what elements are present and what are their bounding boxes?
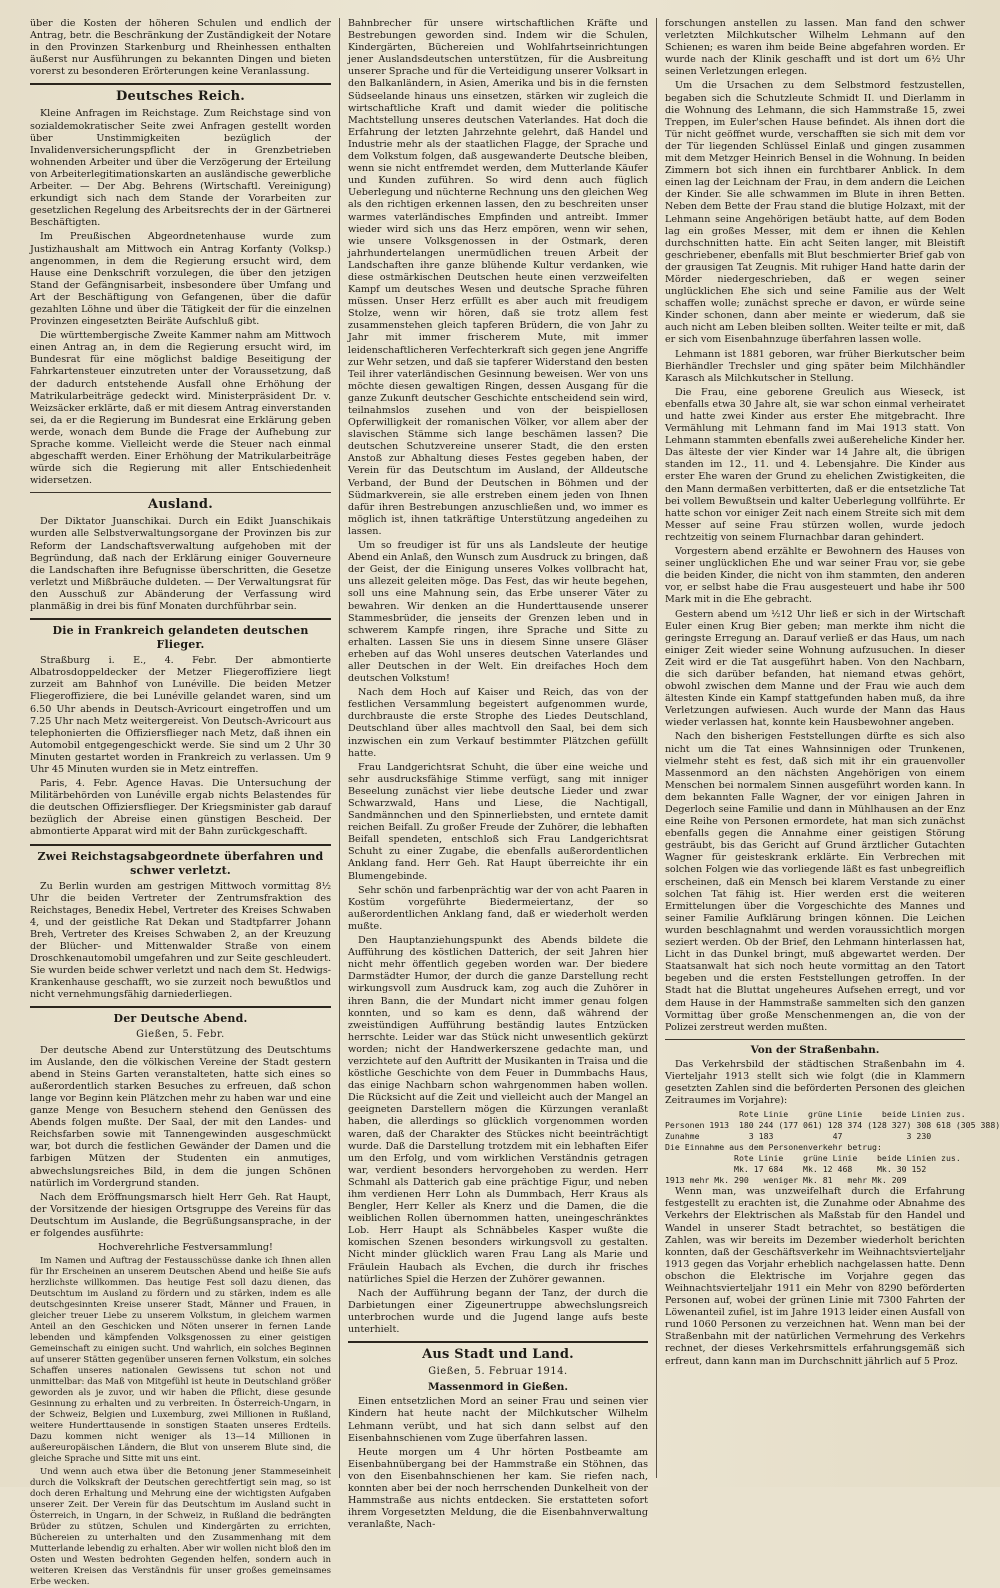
paragraph: Die Frau, eine geborene Greulich aus Wieseck, ist ebenfalls etwa 30 Jahre alt, sie war schon einmal verheiratet und hatte zwei Kinder aus erster Ehe mitgebracht. Ihre Vermählung mit Lehmann fand im Mai 1913 statt. Von Lehmann stammten ebenfalls zwei außereheliche Kinder her. Das älteste der vier Kinder war 14 Jahre alt, die übrigen standen im 12., 11. und 4. Lebensjahre. Die Kinder aus erster Ehe waren der Grund zu ehelichen Zwistigkeiten, die den Mann dermaßen verbitterten, daß er die entsetzliche Tat bei vollem Bewußtsein und kalter Ueberlegung vollführte. Er hatte schon vor einiger Zeit nach einem Streite sich mit dem Messer auf seine Frau stürzen wollen, wurde jedoch rechtzeitig von seinem Flurnachbar daran gehindert. xyxy=(665,386,965,543)
paragraph: Nach den bisherigen Feststellungen dürfte es sich also nicht um die Tat eines Wahnsinnigen oder Trunkenen, vielmehr steht es fest, daß sich mit ihr ein grauenvoller Massenmord an den nächsten Angehörigen von einem Menschen bei normalem Sinnen ausgeführt worden kann. In dem bekannten Falle Wagner, der vor einigen Jahren in Degerloch seine Familie und dann in Mühlhausen an der Enz eine Reihe von Personen ermordete, hat man sich zunächst ebenfalls gegen die Annahme einer geistigen Störung gesträubt, bis das Gericht auf Grund ärztlicher Gutachten Wagner für geisteskrank erklärte. Ein Verbrechen mit solchen Folgen wie das vorliegende läßt es fast unbegreiflich erscheinen, daß ein Mensch bei klarem Verstande zu einer solchen Tat fähig ist. Hier werden erst die weiteren Ermittelungen über die Vorgeschichte des Mannes und seiner Familie Aufklärung bringen können. Die Leichen wurden beschlagnahmt und werden voraussichtlich morgen seziert werden. Ob der Brief, den Lehmann hinterlassen hat, Licht in das Dunkel bringt, muß abgewartet werden. Der Staatsanwalt hat sich noch heute vormittag an den Tatort begeben und die ersten Feststellungen getroffen. In der Stadt hat die Bluttat ungeheures Aufsehen erregt, und vor dem Hause in der Hammstraße sammelten sich den ganzen Vormittag über große Menschenmengen an, die von der Polizei zerstreut werden mußten. xyxy=(665,731,965,1033)
paragraph: Den Hauptanziehungspunkt des Abends bildete die Aufführung des köstlichen Datterich, der seit Jahren hier nicht mehr öffentlich gegeben worden war. Der biedere Darmstädter Humor, der durch die ganze Darstellung recht wirkungsvoll zum Ausdruck kam, zog auch die Zuhörer in ihren Bann, die der Mundart nicht immer genau folgen konnten, und so kam es denn, daß während der zweistündigen Aufführung beständig lautes Entzücken herrschte. Leider war das Stück nicht unwesentlich gekürzt worden; nicht der Handwerkerszene gedachte man, und verzichtete auf den Auftritt der Musikanten in Traisa und die köstliche Geschichte von dem Feuer in Dummbachs Haus, das einige Nachbarn schon wahrgenommen haben wollen. Die Rücksicht auf die Zeit und vielleicht auch der Mangel an geeigneten Darstellern mögen die Kürzungen veranlaßt haben, die allerdings so glücklich vorgenommen worden waren, daß der Charakter des Stückes nicht beeinträchtigt wurde. Daß die Darstellung trotzdem mit ein lebhaften Eifer um den Erfolg, und vom wirklichen Verständnis getragen war, verdient besonders hervorgehoben zu werden. Herr Schmahl als Datterich gab eine prächtige Figur, und neben ihm verdienen Herr Lohn als Dummbach, Herr Kraus als Bengler, Herr Keller als Knerz und die Damen, die die weiblichen Rollen übernommen hatten, uneingeschränktes Lob. Herr Haupt als Schnäbbeles Kasper wußte die komischen Szenen besonders wirkungsvoll zu gestalten. Nicht minder glücklich waren Frau Lang als Marie und Fräulein Haubach als Evchen, die durch ihr frisches natürliches Spiel die Herzen der Zuhörer gewannen. xyxy=(348,935,648,1285)
heading-strassenbahn: Von der Straßenbahn. xyxy=(750,1043,880,1056)
paragraph: Die württembergische Zweite Kammer nahm am Mittwoch einen Antrag an, in dem die Regierung ersucht wird, im Bundesrat für eine möglichst baldige Beseitigung der Fahrkartensteuer einzutreten unter der Voraussetzung, daß der dadurch entstehende Ausfall ohne Erhöhung der Matrikularbeiträge gedeckt wird. Ministerpräsident Dr. v. Weizsäcker erklärte, daß er mit diesem Antrag einverstanden sei, da er die Regierung im Bundesrat eine Erklärung geben werde, wonach dem Bunde die Frage der Aufhebung zur Sprache komme. Vielleicht werde die Steuer nach einmal abgeschafft werden. Einer Erhöhung der Matrikularbeiträge würde sich die Regierung mit aller Entschiedenheit widersetzen. xyxy=(30,330,331,487)
paragraph: Sehr schön und farbenprächtig war der von acht Paaren in Kostüm vorgeführte Biedermeiertanz, der so außerordentlichen Anklang fand, daß er wiederholt werden mußte. xyxy=(348,884,648,932)
column-1 xyxy=(22,18,339,1588)
paragraph: Gestern abend um ½12 Uhr ließ er sich in der Wirtschaft Euler einen Krug Bier geben; man merkte ihm nicht die geringste Erregung an. Darauf verließ er das Haus, um nach einiger Zeit wieder seine Wohnung aufzusuchen. In dieser Zeit wird er die Tat ausgeführt haben. Von den Nachbarn, die sich darüber befanden, hat niemand etwas gehört, obwohl zwischen dem Manne und der Frau wie auch dem ältesten Kinde ein Kampf stattgefunden haben muß, da ihre Verletzungen aufwiesen. Auch wurde der Mann das Haus wieder verlassen hat, konnte kein Hausbewohner angeben. xyxy=(665,608,965,729)
heading-deutscher-abend: Der Deutsche Abend. xyxy=(113,1012,248,1026)
paragraph: Zu Berlin wurden am gestrigen Mittwoch vormittag 8½ Uhr die beiden Vertreter der Zentrumsfraktion des Reichstages, Benedix Hebel, Vertreter des Kreises Schwaben 4, und der geistliche Rat Dekan und Stadtpfarrer Johann Breh, Vertreter des Kreises Schwaben 2, an der Kreuzung der Blücher- und Mittenwalder Straße von einem Droschkenautomobil umgefahren und zur Seite geschleudert. Sie wurden beide schwer verletzt und nach dem St. Hedwigs-Krankenhause geschafft, wo sie zurzeit noch bewußtlos und nicht vernehmungsfähig darniederliegen. xyxy=(30,880,331,1001)
paragraph: Lehmann ist 1881 geboren, war früher Bierkutscher beim Bierhändler Trechsler und ging später beim Milchhändler Karasch als Milchkutscher in Stellung. xyxy=(665,348,965,384)
paragraph: Vorgestern abend erzählte er Bewohnern des Hauses von seiner unglücklichen Ehe und war seiner Frau vor, sie gebe die beiden Kinder, die nicht von ihm stammten, den anderen vor, er selbst habe die Frau ausgesteuert und habe ihr 500 Mark mit in die Ehe gebracht. xyxy=(665,546,965,606)
heading-deutsches-reich: Deutsches Reich. xyxy=(116,89,245,105)
heading-aus-stadt-und-land: Aus Stadt und Land. xyxy=(422,1347,574,1363)
intro-paragraph: über die Kosten der höheren Schulen und endlich der Antrag, betr. die Beschränkung der Zuständigkeit der Notare in den Provinzen Starkenburg und Rheinhessen enthalten äußerst nur Ausführungen zu bekannten Dingen und bieten vorerst zu besonderen Erörterungen keine Veranlassung. xyxy=(30,18,331,78)
paragraph: Heute morgen um 4 Uhr hörten Postbeamte am Eisenbahnübergang bei der Hammstraße ein Stöhnen, das von den Eisenbahnschienen her kam. Sie riefen nach, konnten aber bei der noch herrschenden Dunkelheit von der Hammstraße aus nichts entdecken. Sie erstatteten sofort ihrem Vorgesetzten Meldung, die die Eisenbahnverwaltung veranlaßte, Nach- xyxy=(348,1446,648,1531)
paragraph: Der Diktator Juanschikai. Durch ein Edikt Juanschikais wurden alle Selbstverwaltungsorgane der Provinzen bis zur Reform der Landschaftsverwaltung aufgehoben mit der Begründung, daß nach der Erklärung einiger Gouverneure die Landschaften ihre Befugnisse überschritten, die Gesetze verletzt und Mißbräuche duldeten. — Der Verwaltungsrat für den Ausschuß zur Abänderung der Verfassung wird planmäßig in drei bis fünf Monaten durchführbar sein. xyxy=(30,516,331,613)
divider xyxy=(30,1006,331,1008)
divider xyxy=(30,618,331,620)
paragraph: Frau Landgerichtsrat Schuht, die über eine weiche und sehr ausdrucksfähige Stimme verfügt, sang mit inniger Beseelung zunächst vier liebe deutsche Lieder und zwar Schwarzwald, Hans und Liese, die Nachtigall, Sandmännchen und den Spinnerliebsten, und erntete damit reichen Beifall. Zu großer Freude der Zuhörer, die lebhaften Beifall spendeten, entschloß sich Frau Landgerichtsrat Schuht zu einer Zugabe, die ebenfalls außerordentlichen Anklang fand. Herr Geh. Rat Haupt überreichte ihr ein Blumengebinde. xyxy=(348,761,648,882)
heading-flieger: Die in Frankreich gelandeten deutschen Flieger. xyxy=(52,624,309,652)
heading-massenmord: Massenmord in Gießen. xyxy=(427,1381,569,1394)
paragraph: Wenn man, was unzweifelhaft durch die Erfahrung festgestellt zu erachten ist, die Zunahme oder Abnahme des Verkehrs der Elektrischen als Maßstab für den Handel und Wandel in unserer Stadt betrachtet, so bestätigen die Zahlen, was wir bereits im Dezember wiederholt berichten konnten, daß der Geschäftsverkehr im Weihnachtsvierteljahr 1913 gegen das Vorjahr erheblich nachgelassen hatte. Denn obschon die Elektrische im Vorjahre gegen das Weihnachtsvierteljahr 1911 ein Mehr von 8290 beförderten Personen auf, wobei der grünen Linie mit 7300 Fahrten der Löwenanteil zufiel, ist im Jahre 1913 leider einen Ausfall von rund 1060 Personen zu verzeichnen hat. Wenn man bei der Straßenbahn mit der natürlichen Vermehrung des Verkehrs rechnet, der dieses Verkehrsmittels erfahrungsgemäß sich erfreut, dann kann man im Durchschnitt jährlich auf 5 Proz. xyxy=(665,1186,965,1367)
paragraph: Einen entsetzlichen Mord an seiner Frau und seinen vier Kindern hat heute nacht der Milchkutscher Wilhelm Lehmann verübt, und hat sich dann selbst auf den Eisenbahnschienen vom Zuge überfahren lassen. xyxy=(348,1396,648,1444)
divider xyxy=(348,1341,648,1343)
paragraph: Der deutsche Abend zur Unterstützung des Deutschtums im Auslande, den die völkischen Vereine der Stadt gestern abend in Steins Garten veranstalteten, hatte sich eines so außerordentlich starken Besuches zu erfreuen, daß schon lange vor Beginn kein Plätzchen mehr zu haben war und eine ganze Menge von Besuchern stehend den Genüssen des Abends folgen mußte. Der Saal, der mit den Landes- und Reichsfarben sowie mit Tannengewinden ausgeschmückt war, bot durch die festlichen Gewänder der Damen und die farbigen Mützen der Studenten ein anmutiges, abwechslungsreiches Bild, in dem die jungen Schönen natürlich im Vordergrund standen. xyxy=(30,1044,331,1189)
column-3 xyxy=(656,18,1000,1478)
paragraph: forschungen anstellen zu lassen. Man fand den schwer verletzten Milchkutscher Wilhelm Lehmann auf den Schienen; es waren ihm beide Beine abgefahren worden. Er wurde nach der Klinik geschafft und ist dort um 6½ Uhr seinen Verletzungen erlegen. xyxy=(665,18,965,78)
paragraph: Um die Ursachen zu dem Selbstmord festzustellen, begaben sich die Schutzleute Schmidt II. und Dierlamm in die Wohnung des Lehmann, die sich Hammstraße 15, zwei Treppen, im Euler'schen Hause befindet. Als ihnen dort die Tür nicht geöffnet wurde, verschafften sie sich mit dem vor der Tür liegenden Schlüssel Einlaß und gingen zusammen mit dem Metzger Heinrich Bensel in die Wohnung. In beiden Zimmern bot sich ihnen ein furchtbarer Anblick. In dem einen lag der Leichnam der Frau, in dem andern die Leichen der Kinder. Sie alle schwammen im Blute in ihren Betten. Neben dem Bette der Frau stand die blutige Holzaxt, mit der Lehmann seine Angehörigen betäubt hatte, auf dem Boden lag ein großes Messer, mit dem er ihnen die Kehlen durchschnitten hatte. Ein acht Seiten langer, mit Bleistift geschriebener, ebenfalls mit Blut beschmierter Brief gab von der grausigen Tat Zeugnis. Mit ruhiger Hand hatte darin der Mörder niedergeschrieben, daß er wegen seiner unglücklichen Ehe sich und seine Familie aus der Welt schaffen wolle; zunächst spreche er davon, er würde seine Kinder schonen, dann aber meinte er wiederum, daß sie auch nicht am Leben bleiben sollten. Weiter teilte er mit, daß er sich vom Eisenbahnzuge überfahren lassen wolle. xyxy=(665,80,965,346)
paragraph: Kleine Anfragen im Reichstage. Zum Reichstage sind von sozialdemokratischer Seite zwei Anfragen gestellt worden über Unstimmigkeiten bezüglich der Invalidenversicherungspflicht der in Grenzbetrieben wohnenden Arbeiter und über die Verzögerung der Erteilung von Arbeiterlegitimationskarten an ausländische gewerbliche Arbeiter. — Der Abg. Behrens (Wirtschaftl. Vereinigung) erkundigt sich nach dem Stande der Vorarbeiten zur gesetzlichen Regelung des Arbeitsrechts der in der Gärtnerei Beschäftigten. xyxy=(30,108,331,229)
column-2 xyxy=(339,18,656,1531)
paragraph: Im Preußischen Abgeordnetenhause wurde zum Justizhaushalt am Mittwoch ein Antrag Korfanty (Volksp.) angenommen, in dem die Regierung ersucht wird, dem Hause eine Denkschrift vorzulegen, die über den jetzigen Stand der Gefängnisarbeit, insbesondere über Umfang und Art der Beschäftigung von Gefangenen, über die dafür gezahlten Löhne und über die Tätigkeit der für die einzelnen Provinzen eingesetzten Beiräte Aufschluß gibt. xyxy=(30,231,331,328)
divider xyxy=(30,844,331,846)
paragraph: Straßburg i. E., 4. Febr. Der abmontierte Albatrosdoppeldecker der Metzer Fliegeroffiziere liegt zurzeit am Bahnhof von Lunéville. Die beiden Metzer Fliegeroffiziere, die bei Lunéville gelandet waren, sind um 6.50 Uhr abends in Deutsch-Avricourt eingetroffen und um 7.25 Uhr nach Metz weitergereist. Von Deutsch-Avricourt aus telephonierten die Offiziersflieger nach Metz, daß ihnen ein Automobil entgegengeschickt werde. Sie sind um 2 Uhr 30 Minuten gestartet worden in Frankreich zu verlassen. Um 9 Uhr 45 Minuten wurden sie in Metz eintreffen. xyxy=(30,655,331,775)
columns xyxy=(22,18,1000,1588)
divider xyxy=(30,492,331,493)
divider xyxy=(30,83,331,85)
paragraph: Nach der Aufführung begann der Tanz, der durch die Darbietungen einer Zigeunertruppe abwechslungsreich unterbrochen wurde und die Jugend lange aufs beste unterhielt. xyxy=(348,1287,648,1336)
paragraph: Und wenn auch etwa über die Betonung jener Stammeseinheit durch die Volkskraft der Deutschen gerechtfertigt sein mag, so ist doch deren Erhaltung und Mehrung eine der wichtigsten Aufgaben unserer Zeit. Der Verein für das Deutschtum im Ausland sucht in Österreich, in Ungarn, in der Schweiz, in Rußland die bedrängten Brüder zu stützen, Schulen und Kindergärten zu errichten, Büchereien zu unterhalten und den Zusammenhang mit dem Mutterlande lebendig zu erhalten. Aber wir wollen nicht bloß den im Osten und Westen bedrohten Gegenden helfen, sondern auch in weiteren Kreisen das Verständnis für unser großes gemeinsames Erbe wecken. xyxy=(30,1467,331,1588)
paragraph: Nach dem Hoch auf Kaiser und Reich, das von der festlichen Versammlung begeistert aufgenommen wurde, durchbrauste die erste Strophe des Liedes Deutschland, Deutschland über alles machtvoll den Saal, bei dem sich inzwischen ein zum Verkauf bestimmter Plätzchen gefüllt hatte. xyxy=(348,687,648,759)
dateline: Gießen, 5. Februar 1914. xyxy=(428,1366,568,1378)
paragraph: Nach dem Eröffnungsmarsch hielt Herr Geh. Rat Haupt, der Vorsitzende der hiesigen Ortsgruppe des Vereins für das Deutschtum im Auslande, die Begrüßungsansprache, in der er folgendes ausführte: xyxy=(30,1191,331,1239)
dateline: Gießen, 5. Febr. xyxy=(136,1029,225,1041)
paragraph: Um so freudiger ist für uns als Landsleute der heutige Abend ein Anlaß, den Wunsch zum Ausdruck zu bringen, daß der Geist, der die Einigung unseres Volkes vollbracht hat, uns allezeit geleiten möge. Das Fest, das wir heute begehen, soll uns eine Mahnung sein, das Erbe unserer Väter zu bewahren. Wir denken an die Hunderttausende unserer Stammesbrüder, die jenseits der Grenzen leben und in schwerem Kampfe ringen, ihre Sprache und Sitte zu erhalten. Lassen Sie uns in diesem Sinne unsere Gläser erheben auf das Wohl unseres deutschen Vaterlandes und aller Deutschen in der Welt. Ein dreifaches Hoch dem deutschen Volkstum! xyxy=(348,540,648,685)
heading-reichstagsabgeordnete: Zwei Reichstagsabgeordnete überfahren und schwer verletzt. xyxy=(37,849,324,877)
heading-ausland: Ausland. xyxy=(148,497,213,513)
paragraph: Das Verkehrsbild der städtischen Straßenbahn im 4. Vierteljahr 1913 stellt sich wie folgt (die in Klammern gesetzten Zahlen sind die beförderten Personen des gleichen Zeitraumes im Vorjahre): xyxy=(665,1058,965,1107)
paragraph: Paris, 4. Febr. Agence Havas. Die Untersuchung der Militärbehörden von Lunéville ergab nichts Belastendes für die deutschen Offiziersflieger. Der Kriegsminister gab darauf bezüglich der Abreise einen günstigen Bescheid. Der abmontierte Apparat wird mit der Bahn zurückgeschafft. xyxy=(30,778,331,838)
divider xyxy=(665,1039,965,1040)
paragraph: Im Namen und Auftrag der Festausschüsse danke ich Ihnen allen für Ihr Erscheinen an unserem Deutschen Abend und heiße Sie aufs herzlichste willkommen. Das heutige Fest soll dazu dienen, das Deutschtum im Ausland zu fördern und zu stärken, indem es alle deutschgesinnten Kreise unserer Stadt, Männer und Frauen, in gleicher treuer Liebe zu unserem Volkstum, in gleichem warmen Anteil an den Geschicken und Nöten unserer in fernen Lande lebenden und kämpfenden Volksgenossen zu einer geistigen Gemeinschaft zu einigen sucht. Und wahrlich, ein solches Beginnen auf unserer Stätten gegenüber unseren fernen Volkstum, ein solches Schaffen unseres nationalen Gewissens tut schon not und unmittelbar: das Maß von Mitgefühl ist heute in Deutschland größer geworden als je zuvor, und wir haben die Pflicht, diese gesunde Gesinnung zu erhalten und zu verbreiten. In Österreich-Ungarn, in der Schweiz, Belgien und Luxemburg, zwei Millionen in Rußland, weitere Hunderttausende in sonstigen Staaten unseres Erdteils. Dazu kommen nicht weniger als 13—14 Millionen in außereuropäischen Ländern, die Blut von unserem Blute sind, die gleiche Sprache und Sitte mit uns eint. xyxy=(30,1256,331,1465)
paragraph: Hochverehrliche Festversammlung! xyxy=(98,1242,273,1254)
paragraph: Bahnbrecher für unsere wirtschaftlichen Kräfte und Bestrebungen geworden sind. Indem wir die Schulen, Kindergärten, Büchereien und Wohlfahrtseinrichtungen jener Auslandsdeutschen unterstützen, für die Ausbreitung unserer Sprache und für die Verteidigung unserer Volksart in den Balkanländern, in Asien, Amerika und bis in die fernsten Südseelande hinaus uns einsetzen, stärken wir zugleich die wirtschaftliche Kraft und damit wieder die politische Machtstellung unseres deutschen Vaterlandes. Hat doch die Erfahrung der letzten Jahrzehnte gelehrt, daß Handel und Industrie mehr als der staatlichen Flagge, der Sprache und dem Volkstum folgen, daß ausgewanderte Deutsche bleiben, wenn sie nicht entfremdet werden, dem Mutterlande Käufer und Kunden zuführen. So wird denn auch füglich Ueberlegung und nüchterne Rechnung uns den gleichen Weg als den richtigen erkennen lassen, den zu beschreiten unser warmes vaterländisches Empfinden und antreibt. Immer wieder wird sich uns das Herz empören, wenn wir sehen, wie unsere Volksgenossen in der Ostmark, deren jahrhundertelangen unermüdlichen treuen Arbeit der Landschaften ihre ganze blühende Kultur verdanken, wie diese ostmärkischen Deutschen heute einen verzweifelten Kampf um deutsches Wesen und deutsche Sprache führen müssen. Unser Herz erfüllt es aber auch mit freudigem Stolze, wenn wir hören, daß sie trotz allem fest zusammenstehen gleich tapferen Brüdern, die von Jahr zu Jahr mit immer frischerem Mute, mit immer leidenschaftlicheren Verfechterkraft sich gegen jene Angriffe zur Wehr setzen, und daß sie tapferer Widerstand den besten Teil ihrer vaterländischen Gesinnung beweisen. Wer von uns möchte diesen gewaltigen Ringen, dessen Ausgang für die ganze Zukunft deutscher Geschichte entscheidend sein wird, teilnahmslos zusehen und von der beispiellosen Opferwilligkeit der romanischen Völker, vor allem aber der slavischen Stämme sich lange beschämen lassen? Die deutschen Schutzvereine unserer Stadt, die den ersten Anstoß zur Abhaltung dieses Festes gegeben haben, der Verein für das Deutschtum im Ausland, der Alldeutsche Verband, der Bund der Deutschen in Böhmen und der Südmarkverein, sie alle erstreben einem jeden von Ihnen dafür ihren Bestrebungen anzuschließen und, wo immer es möglich ist, ihnen tatkräftige Unterstützung angedeihen zu lassen. xyxy=(348,18,648,537)
traffic-table: Rote Linie grüne Linie beide Linien zus. Personen 1913 180 244 (177 061) 128 374 (128 327) 308 618 (305 388) Zunahme 3 183 47 3 230 Die Einnahme aus dem Personenverkehr betrug: Rote Linie grüne Linie beide Linien zus. Mk. 17 684 Mk. 12 468 Mk. 30 152 1913 mehr Mk. 290 weniger Mk. 81 mehr Mk. 209 xyxy=(665,1109,1000,1186)
